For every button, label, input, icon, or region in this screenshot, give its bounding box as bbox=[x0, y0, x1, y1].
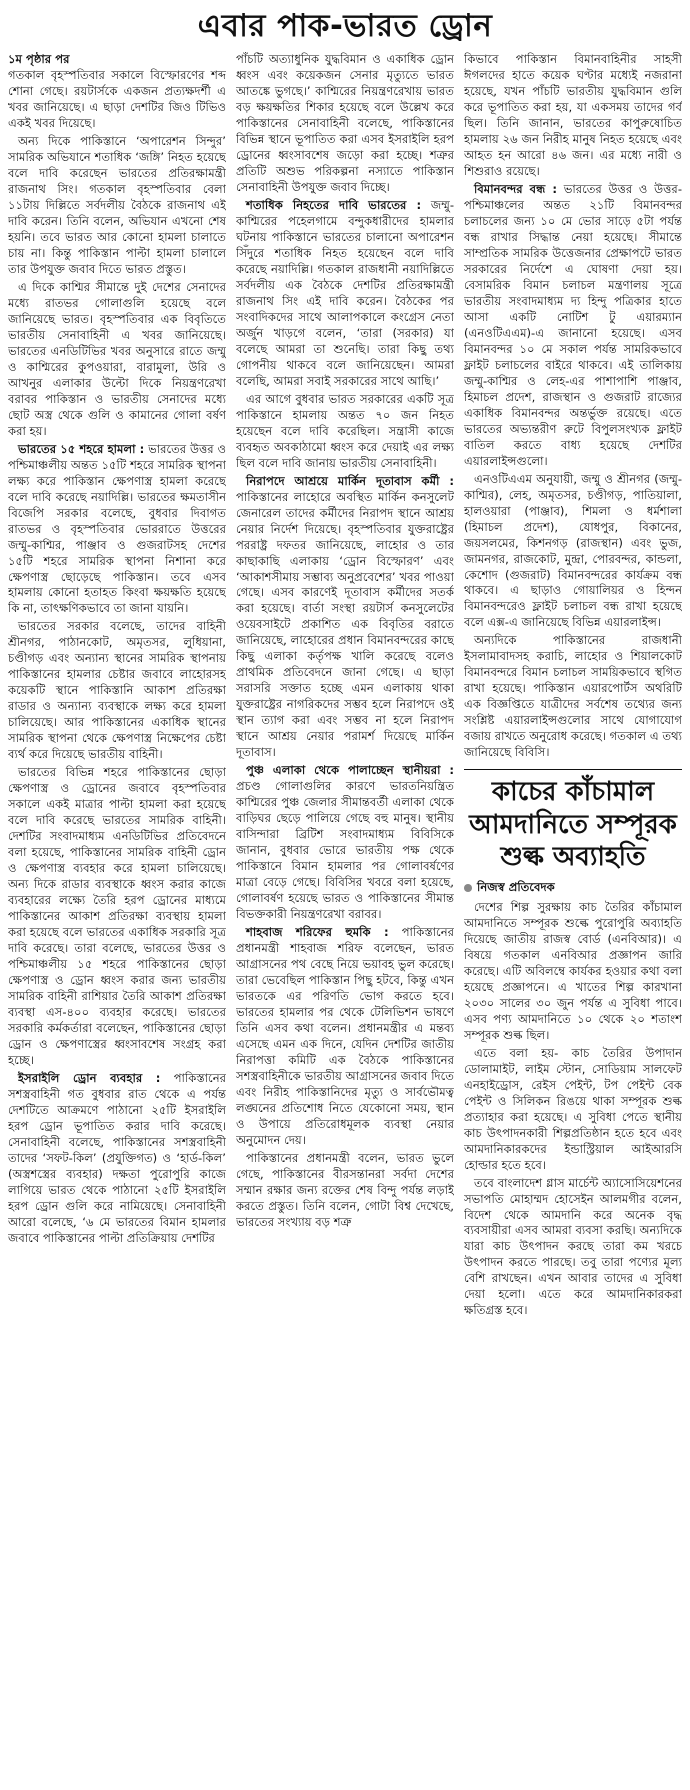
paragraph: এনওটিএএম অনুযায়ী, জম্মু ও শ্রীনগর (জম্মু-কাশ্মির), লেহ, অমৃতসর, চণ্ডীগড়, পাতিয়ালা, হালওয়ারা (পাঞ্জাব), শিমলা ও ধর্মশালা (হিমাচল প্রদেশ), যোধপুর, বিকানের, জয়সলমের, কিশনগড় (রাজস্থান) এবং ভুজ, জামনগর, রাজকোট, মুন্দ্রা, পোরবন্দর, কান্ডলা, কেশোদ (গুজরাট) বিমানবন্দরের কার্যক্রম বন্ধ থাকবে। এ ছাড়াও গোয়ালিয়র ও হিন্দন বিমানবন্দরেও ফ্লাইট চলাচল বন্ধ রাখা হয়েছে বলে এক্স-এ জানিয়েছে বিভিন্ন এয়ারলাইন্স। bbox=[464, 471, 682, 630]
paragraph bbox=[8, 442, 226, 618]
paragraph bbox=[236, 474, 454, 762]
paragraph-text: ভারতের উত্তর ও পশ্চিমাঞ্চলীয় অন্তত ১৫টি শহরে সামরিক স্থাপনা লক্ষ্য করে পাকিস্তান ক্ষেপণাস্ত্র হামলা করেছে বলে দাবি করেছে নয়াদিল্লি। ভারতের ক্ষমতাসীন বিজেপি সরকার বলেছে, বুধবার দিবাগত রাতভর ও বৃহস্পতিবার ভোররাতে উত্তরের জম্মু-কাশ্মির, পাঞ্জাব ও গুজরাটসহ দেশের ১৫টি শহরে সামরিক স্থাপনা নিশানা করে ক্ষেপণাস্ত্র ছোড়েছে পাকিস্তান। তবে এসব হামলায় কোনো হতাহত কিংবা ক্ষয়ক্ষতি হয়েছে কি না, তাৎক্ষণিকভাবে তা জানা যায়নি। bbox=[8, 441, 226, 616]
subheading: বিমানবন্দর বন্ধ : bbox=[474, 181, 557, 196]
paragraph-text: গতকাল বৃহস্পতিবার সকালে বিস্ফোরণের শব্দ শোনা গেছে। রয়টার্সকে একজন প্রত্যক্ষদর্শী এ খবর জানিয়েছে। এ ছাড়া দেশটির জিও টিভিও একই খবর দিয়েছে। bbox=[8, 67, 226, 130]
subheading: ভারতের ১৫ শহরে হামলা : bbox=[18, 441, 145, 456]
column-1 bbox=[8, 52, 226, 1782]
paragraph: ভারতের সরকার বলেছে, তাদের বাহিনী শ্রীনগর, পাঠানকোট, অমৃতসর, লুধিয়ানা, চণ্ডীগড় এবং অন্যান্য স্থানের সামরিক স্থাপনায় পাকিস্তানের হামলার চেষ্টার জবাবে লাহোরসহ কয়েকটি স্থানে পাকিস্তানি আকাশ প্রতিরক্ষা রাডার ও অন্যান্য ব্যবস্থাকে লক্ষ্য করে হামলা চালিয়েছে। আর পাকিস্তানের একাধিক স্থানের সামরিক স্থাপনা থেকে ক্ষেপণাস্ত্র নিক্ষেপের চেষ্টা ব্যর্থ করে দিয়েছে ভারতীয় বাহিনী। bbox=[8, 619, 226, 762]
subheading: শতাধিক নিহতের দাবি ভারতের : bbox=[246, 197, 422, 212]
column-3 bbox=[464, 52, 682, 1782]
paragraph: এ দিকে কাশ্মির সীমান্তে দুই দেশের সেনাদের মধ্যে রাতভর গোলাগুলি হয়েছে বলে জানিয়েছে ভারত। বৃহস্পতিবার এক বিবৃতিতে ভারতীয় সেনাবাহিনী এ খবর জানিয়েছে। ভারতের এনডিটিভির খবর অনুসারে রাতে জম্মু ও কাশ্মিরের কুপওয়ারা, বারামুলা, উরি ও আখনুর এলাকার উল্টো দিকে নিয়ন্ত্রণরেখা বরাবর পাকিস্তান ও ভারতীয় সেনাদের মধ্যে ছোট অস্ত্র থেকে গুলি ও কামানের গোলা বর্ষণ করা হয়। bbox=[8, 279, 226, 438]
article-columns bbox=[8, 52, 682, 1782]
byline bbox=[464, 880, 682, 896]
paragraph: অন্য দিকে পাকিস্তানে ‘অপারেশন সিন্দুর’ সামরিক অভিযানে শতাধিক ‘জঙ্গি’ নিহত হয়েছে বলে দাবি করেছেন ভারতের প্রতিরক্ষামন্ত্রী রাজনাথ সিং। গতকাল বৃহস্পতিবার বেলা ১১টায় দিল্লিতে সর্বদলীয় বৈঠকে রাজনাথ এই দাবি করেন। তিনি বলেন, অভিযান এখনো শেষ হয়নি। তবে ভারত আর কোনো হামলা চালাতে চায় না। কিন্তু পাকিস্তান পাল্টা হামলা চালালে তার উপযুক্ত জবাব দিতে ভারত প্রস্তুত। bbox=[8, 133, 226, 276]
paragraph: দেশের শিল্প সুরক্ষায় কাচ তৈরির কাঁচামাল আমদানিতে সম্পূরক শুল্কে পুরোপুরি অব্যাহতি দিয়েছে জাতীয় রাজস্ব বোর্ড (এনবিআর)। এ বিষয়ে গতকাল এনবিআর প্রজ্ঞাপন জারি করেছে। এটি অবিলম্বে কার্যকর হওয়ার কথা বলা হয়েছে প্রজ্ঞাপনে। এ খাতের শিল্প কারখানা ২০৩০ সালের ৩০ জুন পর্যন্ত এ সুবিধা পাবে। এসব পণ্য আমদানিতে ১০ থেকে ২০ শতাংশ সম্পূরক শুল্ক ছিল। bbox=[464, 899, 682, 1042]
paragraph bbox=[236, 925, 454, 1149]
paragraph bbox=[8, 52, 226, 132]
paragraph: কিভাবে পাকিস্তান বিমানবাহিনীর সাহসী ঈগলদের হাতে কয়েক ঘণ্টার মধ্যেই নজরানা হয়েছে, যখন পাঁচটি ভারতীয় যুদ্ধবিমান গুলি করে ভূপাতিত করা হয়, যা একসময় তাদের গর্ব ছিল। তিনি জানান, ভারতের কাপুরুষোচিত হামলায় ২৬ জন নিরীহ মানুষ নিহত হয়েছে এবং আহত হন আরো ৪৬ জন। এর মধ্যে নারী ও শিশুরাও রয়েছে। bbox=[464, 52, 682, 178]
paragraph-text: পাকিস্তানের লাহোরে অবস্থিত মার্কিন কনসুলেট জেনারেল তাদের কর্মীদের নিরাপদ স্থানে আশ্রয় নেয়ার নির্দেশ দিয়েছে। বৃহস্পতিবার যুক্তরাষ্ট্রের পররাষ্ট্র দফতর জানিয়েছে, লাহোর ও তার কাছাকাছি এলাকায় ‘ড্রোন বিস্ফোরণ’ এবং ‘আকাশসীমায় সম্ভাব্য অনুপ্রবেশের’ খবর পাওয়া গেছে। এসব কারণেই দূতাবাস কর্মীদের সতর্ক করা হয়েছে। বার্তা সংস্থা রয়টার্স কনসুলেটের ওয়েবসাইটে প্রকাশিত এক বিবৃতির বরাতে জানিয়েছে, লাহোরের প্রধান বিমানবন্দরের কাছে কিছু এলাকা কর্তৃপক্ষ খালি করেছে বলেও প্রাথমিক প্রতিবেদনে জানা গেছে। এ ছাড়া সরাসরি সক্তাত হচ্ছে এমন এলাকায় থাকা যুক্তরাষ্ট্রের নাগরিকদের সম্ভব হলে নিরাপদে ওই স্থান ত্যাগ করা এবং সম্ভব না হলে নিরাপদ স্থানে আশ্রয় নেয়ার পরামর্শ দিয়েছে মার্কিন দূতাবাস। bbox=[236, 489, 454, 760]
paragraph bbox=[236, 198, 454, 390]
paragraph-text: পাকিস্তানের প্রধানমন্ত্রী শাহবাজ শরিফ বলেছেন, ভারত আগ্রাসনের পথ বেছে নিয়ে ভয়াবহ ভুল করেছে। তারা ভেবেছিল পাকিস্তান পিছু হটবে, কিন্তু এখন ভারতকে এর পরিণতি ভোগ করতে হবে। ভারতের হামলার পর থেকে টেলিভিশন ভাষণে তিনি এসব কথা বলেন। প্রধানমন্ত্রীর এ মন্তব্য এসেছে এমন এক দিনে, যেদিন দেশটির জাতীয় নিরাপত্তা কমিটি এক বৈঠকে পাকিস্তানের সশস্ত্রবাহিনীকে ভারতীয় আগ্রাসনের জবাব দিতে এবং নিরীহ পাকিস্তানিদের মৃত্যু ও সার্বভৌমত্ব লঙ্ঘনের প্রতিশোধ নিতে যেকোনো সময়, স্থান ও উপায়ে প্রতিরোধমূলক ব্যবস্থা নেয়ার অনুমোদন দেয়। bbox=[236, 925, 454, 1147]
bullet-icon bbox=[464, 884, 472, 892]
paragraph-text: ভারতের উত্তর ও উত্তর-পশ্চিমাঞ্চলের অন্তত ২১টি বিমানবন্দর চলাচলের জন্য ১০ মে ভোর সাড়ে ৫টা পর্যন্ত বন্ধ রাখার সিদ্ধান্ত নেয়া হয়েছে। সীমান্তে সাম্প্রতিক সামরিক উত্তেজনার প্রেক্ষাপটে ভারত সরকারের নির্দেশে এ ঘোষণা দেয়া হয়। বেসামরিক বিমান চলাচল মন্ত্রণালয় সূত্রে ভারতীয় সংবাদমাধ্যম দ্য হিন্দু পত্রিকার হাতে আসা একটি নোটিশ টু এয়ারম্যান (এনওটিএএম)-এ জানানো হয়েছে। এসব বিমানবন্দর ১০ মে সকাল পর্যন্ত সামরিকভাবে ফ্লাইট চলাচলের বাইরে থাকবে। এই তালিকায় জম্মু-কাশ্মির ও লেহ-এর পাশাপাশি পাঞ্জাব, হিমাচল প্রদেশ, রাজস্থান ও গুজরাট রাজ্যের একাধিক বিমানবন্দর অন্তর্ভুক্ত রয়েছে। এতে ভারতের অভ্যন্তরীণ রুটে বিপুলসংখ্যক ফ্লাইট বাতিল করতে বাধ্য হয়েছে দেশটির এয়ারলাইন্সগুলো। bbox=[464, 181, 682, 468]
paragraph: পাঁচটি অত্যাধুনিক যুদ্ধবিমান ও একাধিক ড্রোন ধ্বংস এবং কয়েকজন সেনার মৃত্যুতে ভারত আতঙ্কে ভুগছে।’ কাশ্মিরের নিয়ন্ত্রণরেখায় ভারত বড় ক্ষয়ক্ষতির শিকার হয়েছে বলে উল্লেখ করে পাকিস্তানের সেনাবাহিনী বলেছে, পাকিস্তানের বিভিন্ন স্থানে ভূপাতিত করা এসব ইসরাইলি হরপ ড্রোনের ধ্বংসাবশেষ জড়ো করা হচ্ছে। শত্রুর প্রতিটি অশুভ পরিকল্পনা নস্যাতে পাকিস্তান সেনাবাহিনী উপযুক্ত জবাব দিচ্ছে। bbox=[236, 52, 454, 194]
paragraph-text: পাকিস্তানের সশস্ত্রবাহিনী গত বুধবার রাত থেকে এ পর্যন্ত দেশটিতে আক্রমণে পাঠানো ২৫টি ইসরাইলি হরপ ড্রোন ভূপাতিত করার দাবি করেছে। সেনাবাহিনী বলেছে, পাকিস্তানের সশস্ত্রবাহিনী তাদের ‘সফট-কিল’ (প্রযুক্তিগত) ও ‘হার্ড-কিল’ (অস্ত্রশস্ত্রের ব্যবহার) দক্ষতা পুরোপুরি কাজে লাগিয়ে ভারত থেকে পাঠানো ২৫টি ইসরাইলি হরপ ড্রোন গুলি করে নামিয়েছে। সেনাবাহিনী আরো বলেছে, ‘৬ মে ভারতের বিমান হামলার জবাবে পাকিস্তানের পাল্টা প্রতিক্রিয়ায় দেশটির bbox=[8, 1071, 226, 1245]
byline-text: নিজস্ব প্রতিবেদক bbox=[477, 879, 555, 894]
subheading: শাহবাজ শরিফের হুমকি : bbox=[246, 925, 389, 940]
paragraph bbox=[464, 182, 682, 470]
paragraph: ভারতের বিভিন্ন শহরে পাকিস্তানের ছোড়া ক্ষেপণাস্ত্র ও ড্রোনের জবাবে বৃহস্পতিবার সকালে একই মাত্রার পাল্টা হামলা করা হয়েছে বলে দাবি করেছে ভারতের সামরিক বাহিনী। দেশটির সংবাদমাধ্যম এনডিটিভির প্রতিবেদনে বলা হয়েছে, পাকিস্তানের সামরিক বাহিনী ড্রোন ও ক্ষেপণাস্ত্র ব্যবহার করে হামলা চালিয়েছে। অন্য দিকে রাডার ব্যবস্থাকে ধ্বংস করার কাজে ব্যবহারের লক্ষ্যে তৈরি হরপ ড্রোনের মাধ্যমে পাকিস্তানের আকাশ প্রতিরক্ষা ব্যবস্থায় হামলা করা হয়েছে বলে ভারতের একাধিক সরকারি সূত্র দাবি করেছে। তারা বলেছে, ভারতের উত্তর ও পশ্চিমাঞ্চলীয় ১৫ শহরে পাকিস্তানের ছোড়া ক্ষেপণাস্ত্র ও ড্রোন ধ্বংস করার জন্য ভারতীয় সামরিক বাহিনী রাশিয়ার তৈরি আকাশ প্রতিরক্ষা ব্যবস্থা এস-৪০০ ব্যবহার করেছে। ভারতের সরকারি কর্মকর্তারা বলেছেন, পাকিস্তানের ছোড়া ড্রোন ও ক্ষেপণাস্ত্রের ধ্বংসাবশেষ সংগ্রহ করা হচ্ছে। bbox=[8, 765, 226, 1068]
subheading: নিরাপদে আশ্রয়ে মার্কিন দূতাবাস কর্মী : bbox=[246, 473, 454, 488]
paragraph: তবে বাংলাদেশ গ্লাস মার্চেন্ট অ্যাসোসিয়েশনের সভাপতি মোহাম্মদ হোসেইন আলমগীর বলেন, বিদেশ থেকে আমদানি করে অনেক বৃদ্ধ ব্যবসায়ীরা এসব আমরা ব্যবসা করছি। অন্যদিকে যারা কাচ উৎপাদন করছে তারা কম খরচে উৎপাদন করতে পারছে। তবু তারা পণ্যের মূল্য বেশি রাখছেন। এখন আবার তাদের এ সুবিধা দেয়া হলো। এতে করে আমদানিকারকরা ক্ষতিগ্রস্ত হবে। bbox=[464, 1175, 682, 1318]
sidebar-article-title: কাচের কাঁচামাল আমদানিতে সম্পূরক শুল্ক অব্যাহতি bbox=[469, 777, 677, 873]
paragraph: এর আগে বুধবার ভারত সরকারের একটি সূত্র পাকিস্তানে হামলায় অন্তত ৭০ জন নিহত হয়েছেন বলে দাবি করেছিল। সন্ত্রাসী কাজে ব্যবহৃত অবকাঠামো ধ্বংস করে দেয়াই এর লক্ষ্য ছিল বলে দাবি জানায় ভারতীয় সেনাবাহিনী। bbox=[236, 391, 454, 470]
continuation-note: ১ম পৃষ্ঠার পর bbox=[8, 52, 70, 66]
paragraph bbox=[236, 763, 454, 923]
paragraph bbox=[8, 1071, 226, 1247]
paragraph: অন্যদিকে পাকিস্তানের রাজধানী ইসলামাবাদসহ করাচি, লাহোর ও শিয়ালকোট বিমানবন্দরে বিমান চলাচল সাময়িকভাবে স্থগিত রাখা হয়েছে। পাকিস্তান এয়ারপোর্টস অথরিটি এক বিজ্ঞপ্তিতে যাত্রীদের সর্বশেষ তথ্যের জন্য সংশ্লিষ্ট এয়ারলাইন্সগুলোর সাথে যোগাযোগ বজায় রাখতে অনুরোধ করেছে। গতকাল এ তথ্য জানিয়েছে বিবিসি। bbox=[464, 633, 682, 760]
paragraph-text: জম্মু-কাশ্মিরের পহেলগামে বন্দুকধারীদের হামলার ঘটনায় পাকিস্তানে ভারতের চালানো অপারেশন সিঁদুরে শতাধিক নিহত হয়েছেন বলে দাবি করেছে নয়াদিল্লি। গতকাল রাজধানী নয়াদিল্লিতে সর্বদলীয় এক বৈঠকে দেশটির প্রতিরক্ষামন্ত্রী রাজনাথ সিং এই দাবি করেন। বৈঠকের পর সংবাদিকদের সাথে আলাপকালে কংগ্রেস নেতা অর্জুন খাড়গে বলেন, ‘তারা (সরকার) যা বলেছে আমরা তা শুনেছি। তারা কিছু তথ্য গোপনীয় থাকবে বলে জানিয়েছেন। আমরা বলেছি, আমরা সবাই সরকারের সাথে আছি।’ bbox=[236, 197, 454, 388]
subheading: ইসরাইলি ড্রোন ব্যবহার : bbox=[18, 1071, 161, 1086]
headline: এবার পাক-ভারত ড্রোন bbox=[197, 8, 493, 44]
paragraph: পাকিস্তানের প্রধানমন্ত্রী বলেন, ভারত ভুলে গেছে, পাকিস্তানের বীরসন্তানরা সর্বদা দেশের সম্মান রক্ষার জন্য রক্তের শেষ বিন্দু পর্যন্ত লড়াই করতে প্রস্তুত। তিনি বলেন, গোটা বিশ্ব দেখেছে, ভারতের সংখ্যায় বড় শত্রু bbox=[236, 1150, 454, 1229]
paragraph-text: প্রচণ্ড গোলাগুলির কারণে ভারতনিয়ন্ত্রিত কাশ্মিরের পুঞ্চ জেলার সীমান্তবর্তী এলাকা থেকে বাড়িঘর ছেড়ে পালিয়ে গেছে বহু মানুষ। স্থানীয় বাসিন্দারা ব্রিটিশ সংবাদমাধ্যম বিবিসিকে জানান, বুধবার ভোরে ভারতীয় পক্ষ থেকে পাকিস্তানে বিমান হামলার পর গোলাবর্ষণের মাত্রা বেড়ে গেছে। বিবিসির খবরে বলা হয়েছে, গোলাবর্ষণ হয়েছে ভারত ও পাকিস্তানের সীমান্ত বিভক্তকারী নিয়ন্ত্রণরেখা বরাবর। bbox=[236, 779, 454, 922]
sidebar-article bbox=[464, 769, 682, 1319]
paragraph: এতে বলা হয়- কাচ তৈরির উপাদান ডোলামাইট, লাইম স্টোন, সোডিয়াম সালফেট এনহাইড্রোস, রেইস পেইন্ট, টপ পেইন্ট বেক পেইন্ট ও সিলিকন রিঙয়ে থাকা সম্পূরক শুল্ক প্রত্যাহার করা হয়েছে। এ সুবিধা পেতে স্থানীয় কাচ উৎপাদনকারী শিল্পপ্রতিষ্ঠান হতে হবে এবং আমদানিকারকদের ইন্ডাস্ট্রিয়াল আইআরসি হোল্ডার হতে হবে। bbox=[464, 1045, 682, 1172]
subheading: পুঞ্চ এলাকা থেকে পালাচ্ছেন স্থানীয়রা : bbox=[246, 763, 454, 778]
column-2 bbox=[236, 52, 454, 1782]
